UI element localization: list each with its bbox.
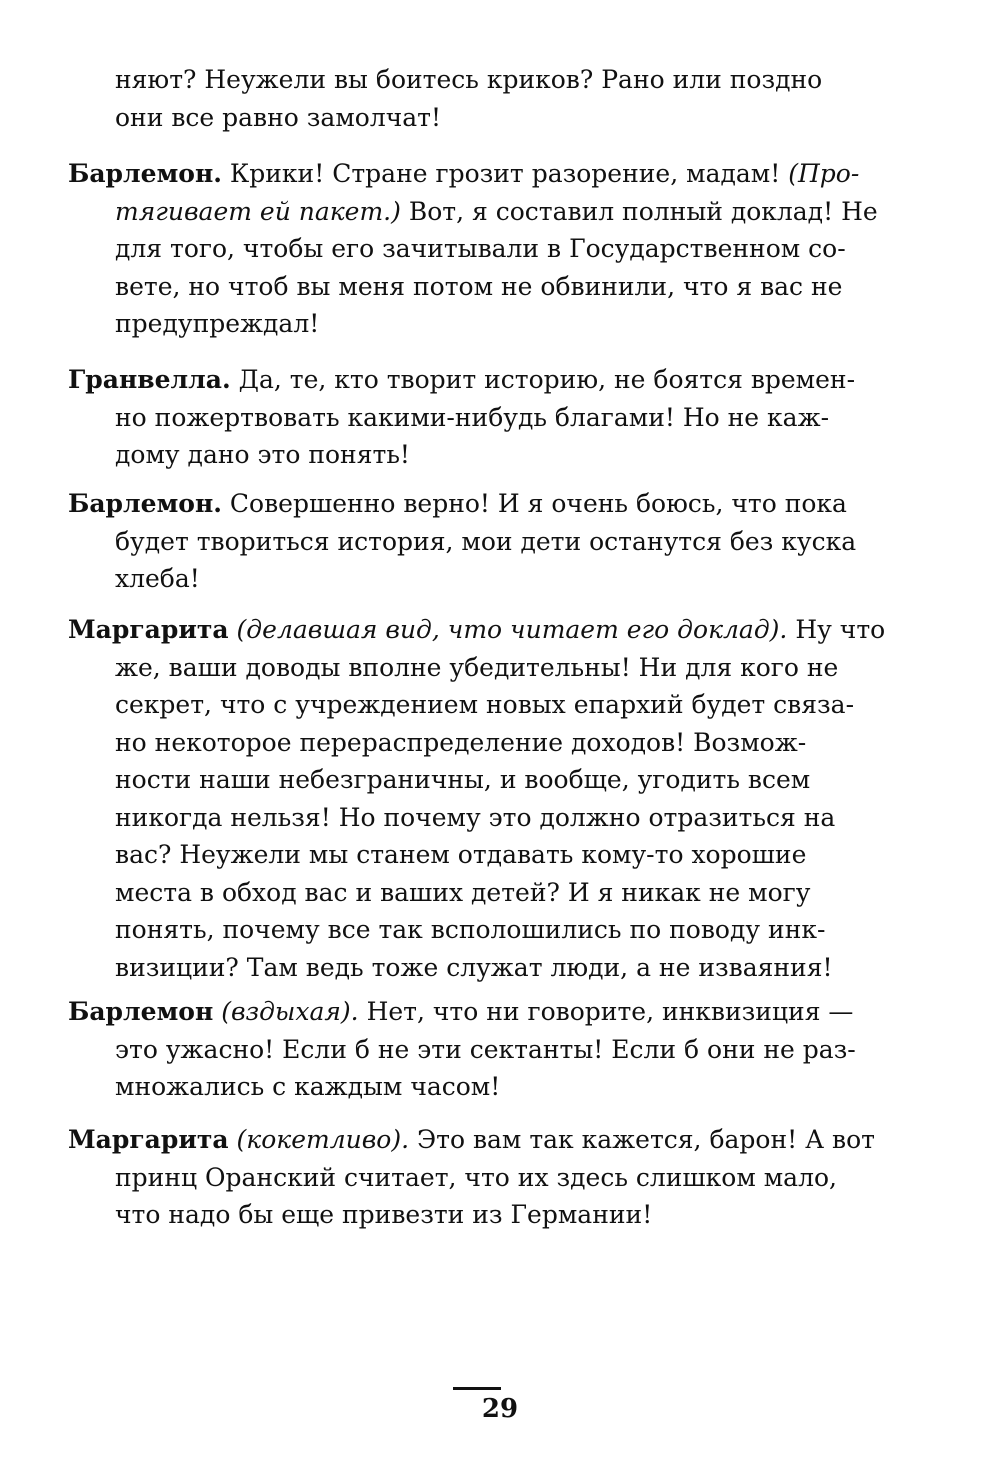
text-fragment: Это вам так кажется, барон! А вот bbox=[409, 1125, 875, 1154]
stage-direction: (Про- bbox=[788, 159, 860, 188]
paragraph-margarita-1 bbox=[68, 611, 886, 986]
text-line: множались с каждым часом! bbox=[115, 1072, 501, 1101]
text-line: никогда нельзя! Но почему это должно отразиться на bbox=[115, 802, 836, 832]
speaker-name: Барлемон. bbox=[68, 489, 222, 518]
speaker-name: Маргарита bbox=[68, 615, 229, 644]
paragraph-barlemon-3 bbox=[68, 993, 868, 1106]
first-line bbox=[68, 993, 868, 1031]
stage-direction: тягивает ей пакет.) bbox=[115, 196, 401, 226]
text-fragment: Ну что bbox=[787, 615, 886, 644]
paragraph-barlemon-1 bbox=[68, 155, 878, 343]
text-fragment: Нет, что ни говорите, инквизиция — bbox=[358, 997, 854, 1026]
text-fragment: Да, те, кто творит историю, не боятся времен- bbox=[230, 365, 856, 394]
text-line: вас? Неужели мы станем отдавать кому-то хорошие bbox=[115, 840, 807, 869]
text-fragment: Совершенно верно! И я очень боюсь, что пока bbox=[221, 489, 847, 518]
text-line: секрет, что с учреждением новых епархий будет связа- bbox=[115, 690, 855, 719]
text-line: хлеба! bbox=[115, 564, 200, 593]
paragraph-continuation bbox=[68, 61, 868, 136]
paragraph-barlemon-2 bbox=[68, 485, 868, 598]
text-fragment: Крики! Стране грозит разорение, мадам! bbox=[221, 159, 789, 188]
page-number: 29 bbox=[481, 1394, 519, 1424]
first-line bbox=[68, 611, 886, 649]
text-line: принц Оранский считает, что их здесь слишком мало, bbox=[115, 1162, 837, 1192]
text-line: для того, чтобы его зачитывали в Государственном со- bbox=[115, 234, 846, 263]
first-line bbox=[68, 361, 868, 399]
text-line bbox=[68, 193, 878, 231]
page-number-rule bbox=[453, 1387, 501, 1390]
speaker-name: Маргарита bbox=[68, 1125, 229, 1154]
text-line: они все равно замолчат! bbox=[115, 102, 442, 132]
text-line: но пожертвовать какими-нибудь благами! Но не каж- bbox=[115, 402, 830, 432]
paragraph-granvella bbox=[68, 361, 868, 474]
text-line: будет твориться история, мои дети останутся без куска bbox=[115, 526, 857, 556]
text-line: визиции? Там ведь тоже служат люди, а не изваяния! bbox=[115, 952, 833, 982]
text-line: но некоторое перераспределение доходов! Возмож- bbox=[115, 727, 807, 757]
text-line: понять, почему все так всполошились по поводу инк- bbox=[115, 915, 826, 944]
paragraph-margarita-2 bbox=[68, 1121, 875, 1234]
text-line: же, ваши доводы вполне убедительны! Ни для кого не bbox=[115, 652, 839, 682]
text-line: предупреждал! bbox=[115, 309, 320, 338]
first-line bbox=[68, 155, 868, 193]
text-line: вете, но чтоб вы меня потом не обвинили, что я вас не bbox=[115, 271, 843, 301]
text-line: что надо бы еще привезти из Германии! bbox=[115, 1200, 653, 1229]
stage-direction: (вздыхая). bbox=[221, 997, 359, 1026]
speaker-name: Гранвелла. bbox=[68, 365, 231, 394]
text-fragment: Вот, я составил полный доклад! Не bbox=[400, 196, 878, 226]
text-line: это ужасно! Если б не эти сектанты! Если б они не раз- bbox=[115, 1034, 856, 1064]
text-line: ности наши небезграничны, и вообще, угодить всем bbox=[115, 765, 811, 794]
text-line: дому дано это понять! bbox=[115, 440, 410, 469]
stage-direction: (делавшая вид, что читает его доклад). bbox=[236, 615, 788, 644]
first-line bbox=[68, 1121, 875, 1159]
text-line: места в обход вас и ваших детей? И я никак не могу bbox=[115, 877, 811, 907]
speaker-name: Барлемон. bbox=[68, 159, 222, 188]
first-line bbox=[68, 485, 868, 523]
stage-direction: (кокетливо). bbox=[236, 1125, 410, 1154]
text-line: няют? Неужели вы боитесь криков? Рано или поздно bbox=[115, 65, 823, 94]
speaker-name: Барлемон bbox=[68, 997, 214, 1026]
